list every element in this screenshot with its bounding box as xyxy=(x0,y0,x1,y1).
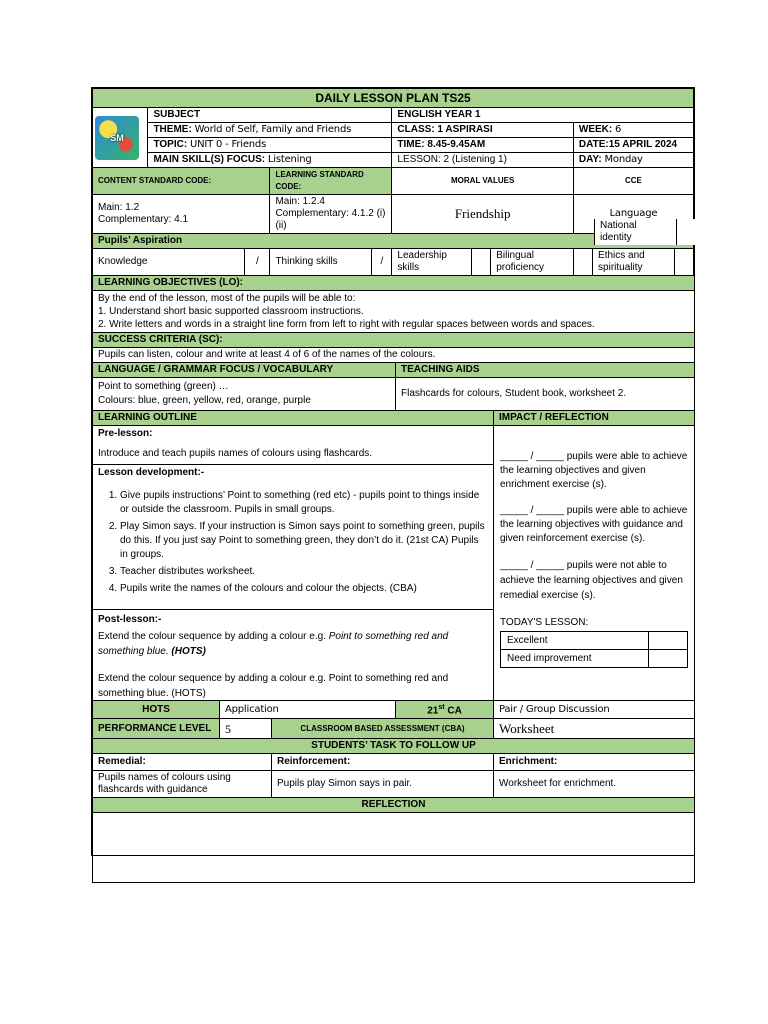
lesson-cell xyxy=(392,153,573,168)
teaching-aids-text: Flashcards for colours, Student book, worksheet 2. xyxy=(396,378,695,411)
impact-remedial: _____ / _____ pupils were not able to achieve the learning objectives and given remedial exercise (s). xyxy=(500,560,683,601)
pre-lesson-label: Pre-lesson: xyxy=(98,428,153,439)
cce-value: Language xyxy=(573,195,693,234)
aspiration-label: Pupils’ Aspiration xyxy=(93,234,694,249)
super-minds-logo-icon: SM xyxy=(95,116,139,160)
post-lesson-section xyxy=(93,610,493,700)
moral-values-label: MORAL VALUES xyxy=(392,168,573,195)
dev-step: 2. Play Simon says. If your instruction is Simon says point to something green, pupils do this. If you just say Point to something green, they don’t do it. (21st CA) Pupils in groups. xyxy=(120,520,488,562)
week-cell xyxy=(573,123,693,138)
language-line-2: Colours: blue, green, yellow, red, orange, purple xyxy=(98,395,311,406)
aspiration-ethics-mark xyxy=(674,249,693,276)
post-lesson-text-2: Extend the colour sequence by adding a colour e.g. Point to something red and something blue. (HOTS) xyxy=(98,673,449,699)
impact-body xyxy=(494,426,695,701)
aspiration-knowledge: Knowledge xyxy=(93,249,245,276)
post-text-plain: Extend the colour sequence by adding a colour e.g. xyxy=(98,631,329,642)
lesson-plan-sheet xyxy=(91,87,695,856)
date-value: DATE:15 APRIL 2024 xyxy=(573,138,693,153)
dev-step: 3. Teacher distributes worksheet. xyxy=(120,565,488,579)
lo-text xyxy=(93,291,695,333)
content-standard-label: CONTENT STANDARD CODE: xyxy=(93,168,270,195)
lo-line-1: 1. Understand short basic supported classroom instructions. xyxy=(98,306,364,317)
aspiration-national-mark xyxy=(676,219,695,245)
need-improvement-box[interactable] xyxy=(649,650,688,668)
topic-value: UNIT 0 - Friends xyxy=(189,139,267,150)
performance-level-label: PERFORMANCE LEVEL xyxy=(93,719,220,739)
ca-label xyxy=(396,701,494,719)
skill-cell xyxy=(148,153,392,168)
hots-label: HOTS xyxy=(93,701,220,719)
learning-complementary: Complementary: 4.1.2 (i)(ii) xyxy=(275,208,386,231)
todays-lesson-table xyxy=(500,631,688,668)
lo-label: LEARNING OBJECTIVES (LO): xyxy=(93,276,695,291)
need-improvement-label: Need improvement xyxy=(501,650,649,668)
pre-lesson-section xyxy=(93,426,493,465)
topic-label: TOPIC: xyxy=(153,139,188,150)
day-value: Monday xyxy=(604,154,643,165)
lesson-plan-table xyxy=(92,88,694,276)
learning-standard-values xyxy=(270,195,392,234)
sc-text: Pupils can listen, colour and write at least 4 of 6 of the names of the colours. xyxy=(93,348,695,363)
learning-standard-label: LEARNING STANDARD CODE: xyxy=(270,168,392,195)
impact-reinforcement: _____ / _____ pupils were able to achieve the learning objectives with guidance and given reinforcement exercise (s). xyxy=(500,505,688,544)
post-lesson-text-1 xyxy=(98,629,488,659)
page-title: DAILY LESSON PLAN TS25 xyxy=(93,89,694,108)
aspiration-bilingual: Bilingual proficiency xyxy=(491,249,574,276)
post-text-italic: Point to something red and something blue. xyxy=(98,631,449,657)
week-label: WEEK: xyxy=(578,124,613,135)
lo-line-intro: By the end of the lesson, most of the pupils will be able to: xyxy=(98,293,356,304)
remedial-text: Pupils names of colours using flashcards with guidance xyxy=(93,771,272,798)
dev-step: 4. Pupils write the names of the colours and colour the objects. (CBA) xyxy=(120,582,488,596)
aspiration-leadership: Leadership skills xyxy=(392,249,472,276)
logo-cell xyxy=(93,108,148,168)
cba-value: Worksheet xyxy=(494,719,695,739)
todays-lesson-label: TODAY'S LESSON: xyxy=(500,617,589,628)
language-label: LANGUAGE / GRAMMAR FOCUS / VOCABULARY xyxy=(93,363,396,378)
hots-value: Application xyxy=(220,701,396,719)
learning-outline-body xyxy=(93,426,494,701)
performance-level-value: 5 xyxy=(220,719,272,739)
content-main: Main: 1.2 xyxy=(98,202,140,213)
excellent-box[interactable] xyxy=(649,632,688,650)
subject-value: ENGLISH YEAR 1 xyxy=(392,108,694,123)
topic-cell xyxy=(148,138,392,153)
enrichment-text: Worksheet for enrichment. xyxy=(494,771,695,798)
impact-enrichment: _____ / _____ pupils were able to achieve the learning objectives and given enrichment exercise (s). xyxy=(500,451,688,490)
learning-main: Main: 1.2.4 xyxy=(275,196,325,207)
aspiration-national xyxy=(594,219,676,245)
aspiration-ethics: Ethics and spirituality xyxy=(593,249,675,276)
day-label: DAY: xyxy=(578,154,602,165)
teaching-aids-label: TEACHING AIDS xyxy=(396,363,695,378)
excellent-label: Excellent xyxy=(501,632,649,650)
lesson-development-steps xyxy=(98,489,488,596)
skill-value: Listening xyxy=(267,154,312,165)
reinforcement-text: Pupils play Simon says in pair. xyxy=(272,771,494,798)
learning-outline-label: LEARNING OUTLINE xyxy=(93,411,494,426)
language-text xyxy=(93,378,396,411)
ca-value: Pair / Group Discussion xyxy=(494,701,695,719)
class-value: CLASS: 1 ASPIRASI xyxy=(392,123,573,138)
dev-step: 1. Give pupils instructions’ Point to something (red etc) - pupils point to things inside or outside the classroom. Pupils in small groups. xyxy=(120,489,488,517)
cba-label: CLASSROOM BASED ASSESSMENT (CBA) xyxy=(272,719,494,739)
lesson-plan-table-lower xyxy=(92,275,695,883)
students-task-label: STUDENTS’ TASK TO FOLLOW UP xyxy=(93,739,695,754)
cce-label: CCE xyxy=(573,168,693,195)
lesson-development-label: Lesson development:- xyxy=(98,467,205,478)
content-complementary: Complementary: 4.1 xyxy=(98,214,189,225)
ca-suffix: CA xyxy=(444,705,462,717)
content-standard-values xyxy=(93,195,270,234)
aspiration-leadership-mark xyxy=(472,249,491,276)
aspiration-bilingual-mark xyxy=(573,249,592,276)
post-lesson-label: Post-lesson:- xyxy=(98,614,162,625)
aspiration-national-label: National identity xyxy=(600,220,637,243)
week-value: 6 xyxy=(615,124,622,135)
skill-label: MAIN SKILL(S) FOCUS: xyxy=(153,154,266,165)
enrichment-label: Enrichment: xyxy=(494,754,695,771)
post-text-hots: (HOTS) xyxy=(171,646,206,657)
aspiration-knowledge-mark: / xyxy=(245,249,270,276)
lo-line-2: 2. Write letters and words in a straight line form from left to right with regular spaces between words and spaces. xyxy=(98,319,595,330)
ca-sup: st xyxy=(438,704,445,711)
lesson-value: LESSON: 2 (Listening 1) xyxy=(397,154,507,165)
ca-number: 21 xyxy=(427,705,439,717)
language-line-1: Point to something (green) … xyxy=(98,381,229,392)
lesson-development-section xyxy=(93,465,493,610)
theme-value: World of Self, Family and Friends xyxy=(194,124,352,135)
reflection-label: REFLECTION xyxy=(93,798,695,813)
time-value: TIME: 8.45-9.45AM xyxy=(392,138,573,153)
theme-label: THEME: xyxy=(153,124,192,135)
aspiration-thinking-mark: / xyxy=(372,249,392,276)
theme-cell xyxy=(148,123,392,138)
impact-label: IMPACT / REFLECTION xyxy=(494,411,695,426)
reinforcement-label: Reinforcement: xyxy=(272,754,494,771)
day-cell xyxy=(573,153,693,168)
subject-label: SUBJECT xyxy=(148,108,392,123)
pre-lesson-text: Introduce and teach pupils names of colours using flashcards. xyxy=(98,448,373,459)
remedial-label: Remedial: xyxy=(93,754,272,771)
sc-label: SUCCESS CRITERIA (SC): xyxy=(93,333,695,348)
aspiration-thinking: Thinking skills xyxy=(270,249,372,276)
moral-value: Friendship xyxy=(392,195,573,234)
reflection-box[interactable] xyxy=(93,813,695,883)
